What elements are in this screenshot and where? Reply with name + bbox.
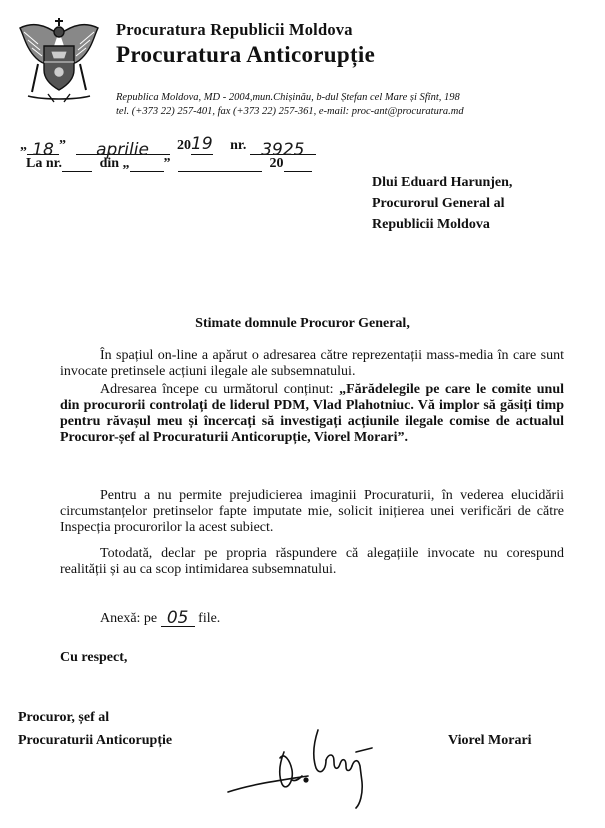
reference-date-line: „ 18 ” aprilie 2019 nr. 3925 [20,134,316,155]
org-name-secondary: Procuratura Anticorupție [116,42,376,67]
signatory-title-line1: Procuror, șef al [18,710,110,725]
din-year-blank [284,157,312,172]
coat-of-arms-icon [14,14,104,106]
closing-phrase: Cu respect, [60,650,128,665]
contact-line: tel. (+373 22) 257-401, fax (+373 22) 257-361, e-mail: proc-ant@procuratura.md [116,106,464,117]
recipient-institution: Republicii Moldova [372,217,490,232]
din-year-prefix: 20 [269,156,284,171]
din-day-blank [130,157,164,172]
reference-nr-label: nr. [230,138,247,153]
paragraph-4: Totodată, declar pe propria răspundere că alegațiile invocate nu corespund realității și au ca scop intimidarea subsemnatului. [60,546,564,577]
la-nr-blank [62,157,92,172]
din-month-blank [178,157,262,172]
la-nr-label: La nr. [26,156,63,171]
reference-number: 3925 [250,140,316,155]
annex-suffix: file. [198,611,221,626]
recipient-block [372,172,512,235]
paragraph-1: În spațiul on-line a apărut o adresarea către reprezentații mass-media în care sunt invocate pretinsele acțiuni ilegale ale subsemnatului. [60,348,564,379]
paragraph-2-intro: Adresarea începe cu următorul conținut: [100,382,340,397]
paragraph-2 [60,382,564,446]
reference-year-suffix: 19 [191,134,213,154]
address-line: Republica Moldova, MD - 2004,mun.Chișinău, b-dul Ștefan cel Mare și Sfînt, 198 [116,92,460,103]
reference-month: aprilie [76,140,170,155]
signatory-name: Viorel Morari [448,733,532,748]
signatory-title-line2: Procuraturii Anticorupție [18,733,173,748]
salutation: Stimate domnule Procuror General, [195,316,410,331]
reference-day: 18 [27,140,59,155]
incoming-reference-line: La nr. din „ ” 20 [26,156,312,172]
annex-line [100,608,220,627]
din-label: din „ [99,156,130,171]
paragraph-2-quote: „Fărădelegile pe care le comite unul din procurorii controlați de liderul PDM, Vlad Plahotniuc. Vă implor să găsiți timp pentru răvașul meu și încercați să investigați acțiunile ilegale comise de actualul Procuror-șef al Procuraturii Anticorupție, Viorel Morari”. [60,382,564,445]
annex-prefix: Anexă: pe [100,611,158,626]
reference-year-prefix: 20 [177,138,191,153]
annex-count: 05 [161,608,195,627]
recipient-title: Procurorul General al [372,196,505,211]
recipient-name: Dlui Eduard Harunjen, [372,175,513,190]
paragraph-3: Pentru a nu permite prejudicierea imaginii Procuraturii, în vederea elucidării circumstanțelor pretinselor fapte imputate mie, solicit inițierea unei verificări de către Inspecția procurorilor la acest subiect. [60,488,564,535]
handwritten-signature [222,722,392,812]
org-name-primary: Procuratura Republicii Moldova [116,20,353,39]
